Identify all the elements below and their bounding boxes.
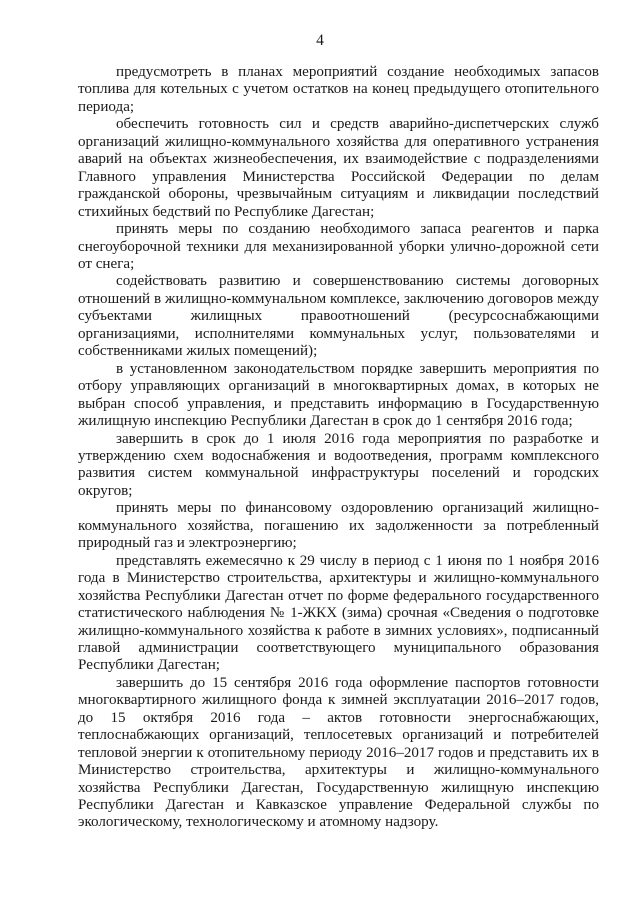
paragraph-snow-removal: принять меры по созданию необходимого запаса реагентов и парка снегоуборочной техники для механизированной уборки улично-дорожной сети от снега; [78,221,599,272]
paragraph-contract-relations: содействовать развитию и совершенствованию системы договорных отношений в жилищно-коммунальном комплексе, заключению договоров между субъектами жилищных правоотношений (ресурсоснабжающими организациями, исполнителями коммунальных услуг, пользователями и собственниками жилых помещений); [78,273,599,360]
paragraph-emergency-services: обеспечить готовность сил и средств аварийно-диспетчерских служб организаций жилищно-коммунального хозяйства для оперативного устранения аварий на объектах жизнеобеспечения, их взаимодействие с подразделениями Главного управления Министерства Российской Федерации по делам гражданской обороны, чрезвычайным ситуациям и ликвидации последствий стихийных бедствий по Республике Дагестан; [78,116,599,220]
paragraph-monthly-reporting: представлять ежемесячно к 29 числу в период с 1 июня по 1 ноября 2016 года в Министерство строительства, архитектуры и жилищно-коммунального хозяйства Республики Дагестан отчет по форме федерального государственного статистического наблюдения № 1-ЖКХ (зима) срочная «Сведения о подготовке жилищно-коммунального хозяйства к работе в зимних условиях», подписанный главой администрации соответствующего муниципального образования Республики Дагестан; [78,552,599,674]
paragraph-management-selection: в установленном законодательством порядке завершить мероприятия по отбору управляющих организаций в многоквартирных домах, в которых не выбран способ управления, и представить информацию в Государственную жилищную инспекцию Республики Дагестан в срок до 1 сентября 2016 года; [78,360,599,430]
paragraph-fuel-reserves: предусмотреть в планах мероприятий создание необходимых запасов топлива для котельных с учетом остатков на конец предыдущего отопительного периода; [78,64,599,115]
paragraph-readiness-passports: завершить до 15 сентября 2016 года оформление паспортов готовности многоквартирного жилищного фонда к зимней эксплуатации 2016–2017 годов, до 15 октября 2016 года – актов готовности энергоснабжающих, теплоснабжающих организаций, теплосетевых организаций и потребителей тепловой энергии к отопительному периоду 2016–2017 годов и представить их в Министерство строительства, архитектуры и жилищно-коммунального хозяйства Республики Дагестан, Государственную жилищную инспекцию Республики Дагестан и Кавказское управление Федеральной службы по экологическому, технологическому и атомному надзору. [78,674,599,831]
paragraph-financial-recovery: принять меры по финансовому оздоровлению организаций жилищно-коммунального хозяйства, погашению их задолженности за потребленный природный газ и электроэнергию; [78,500,599,552]
page-number: 4 [316,32,324,49]
document-body [78,64,599,832]
paragraph-water-supply-schemes: завершить в срок до 1 июля 2016 года мероприятия по разработке и утверждению схем водоснабжения и водоотведения, программ комплексного развития систем коммунальной инфраструктуры поселений и городских округов; [78,430,599,499]
